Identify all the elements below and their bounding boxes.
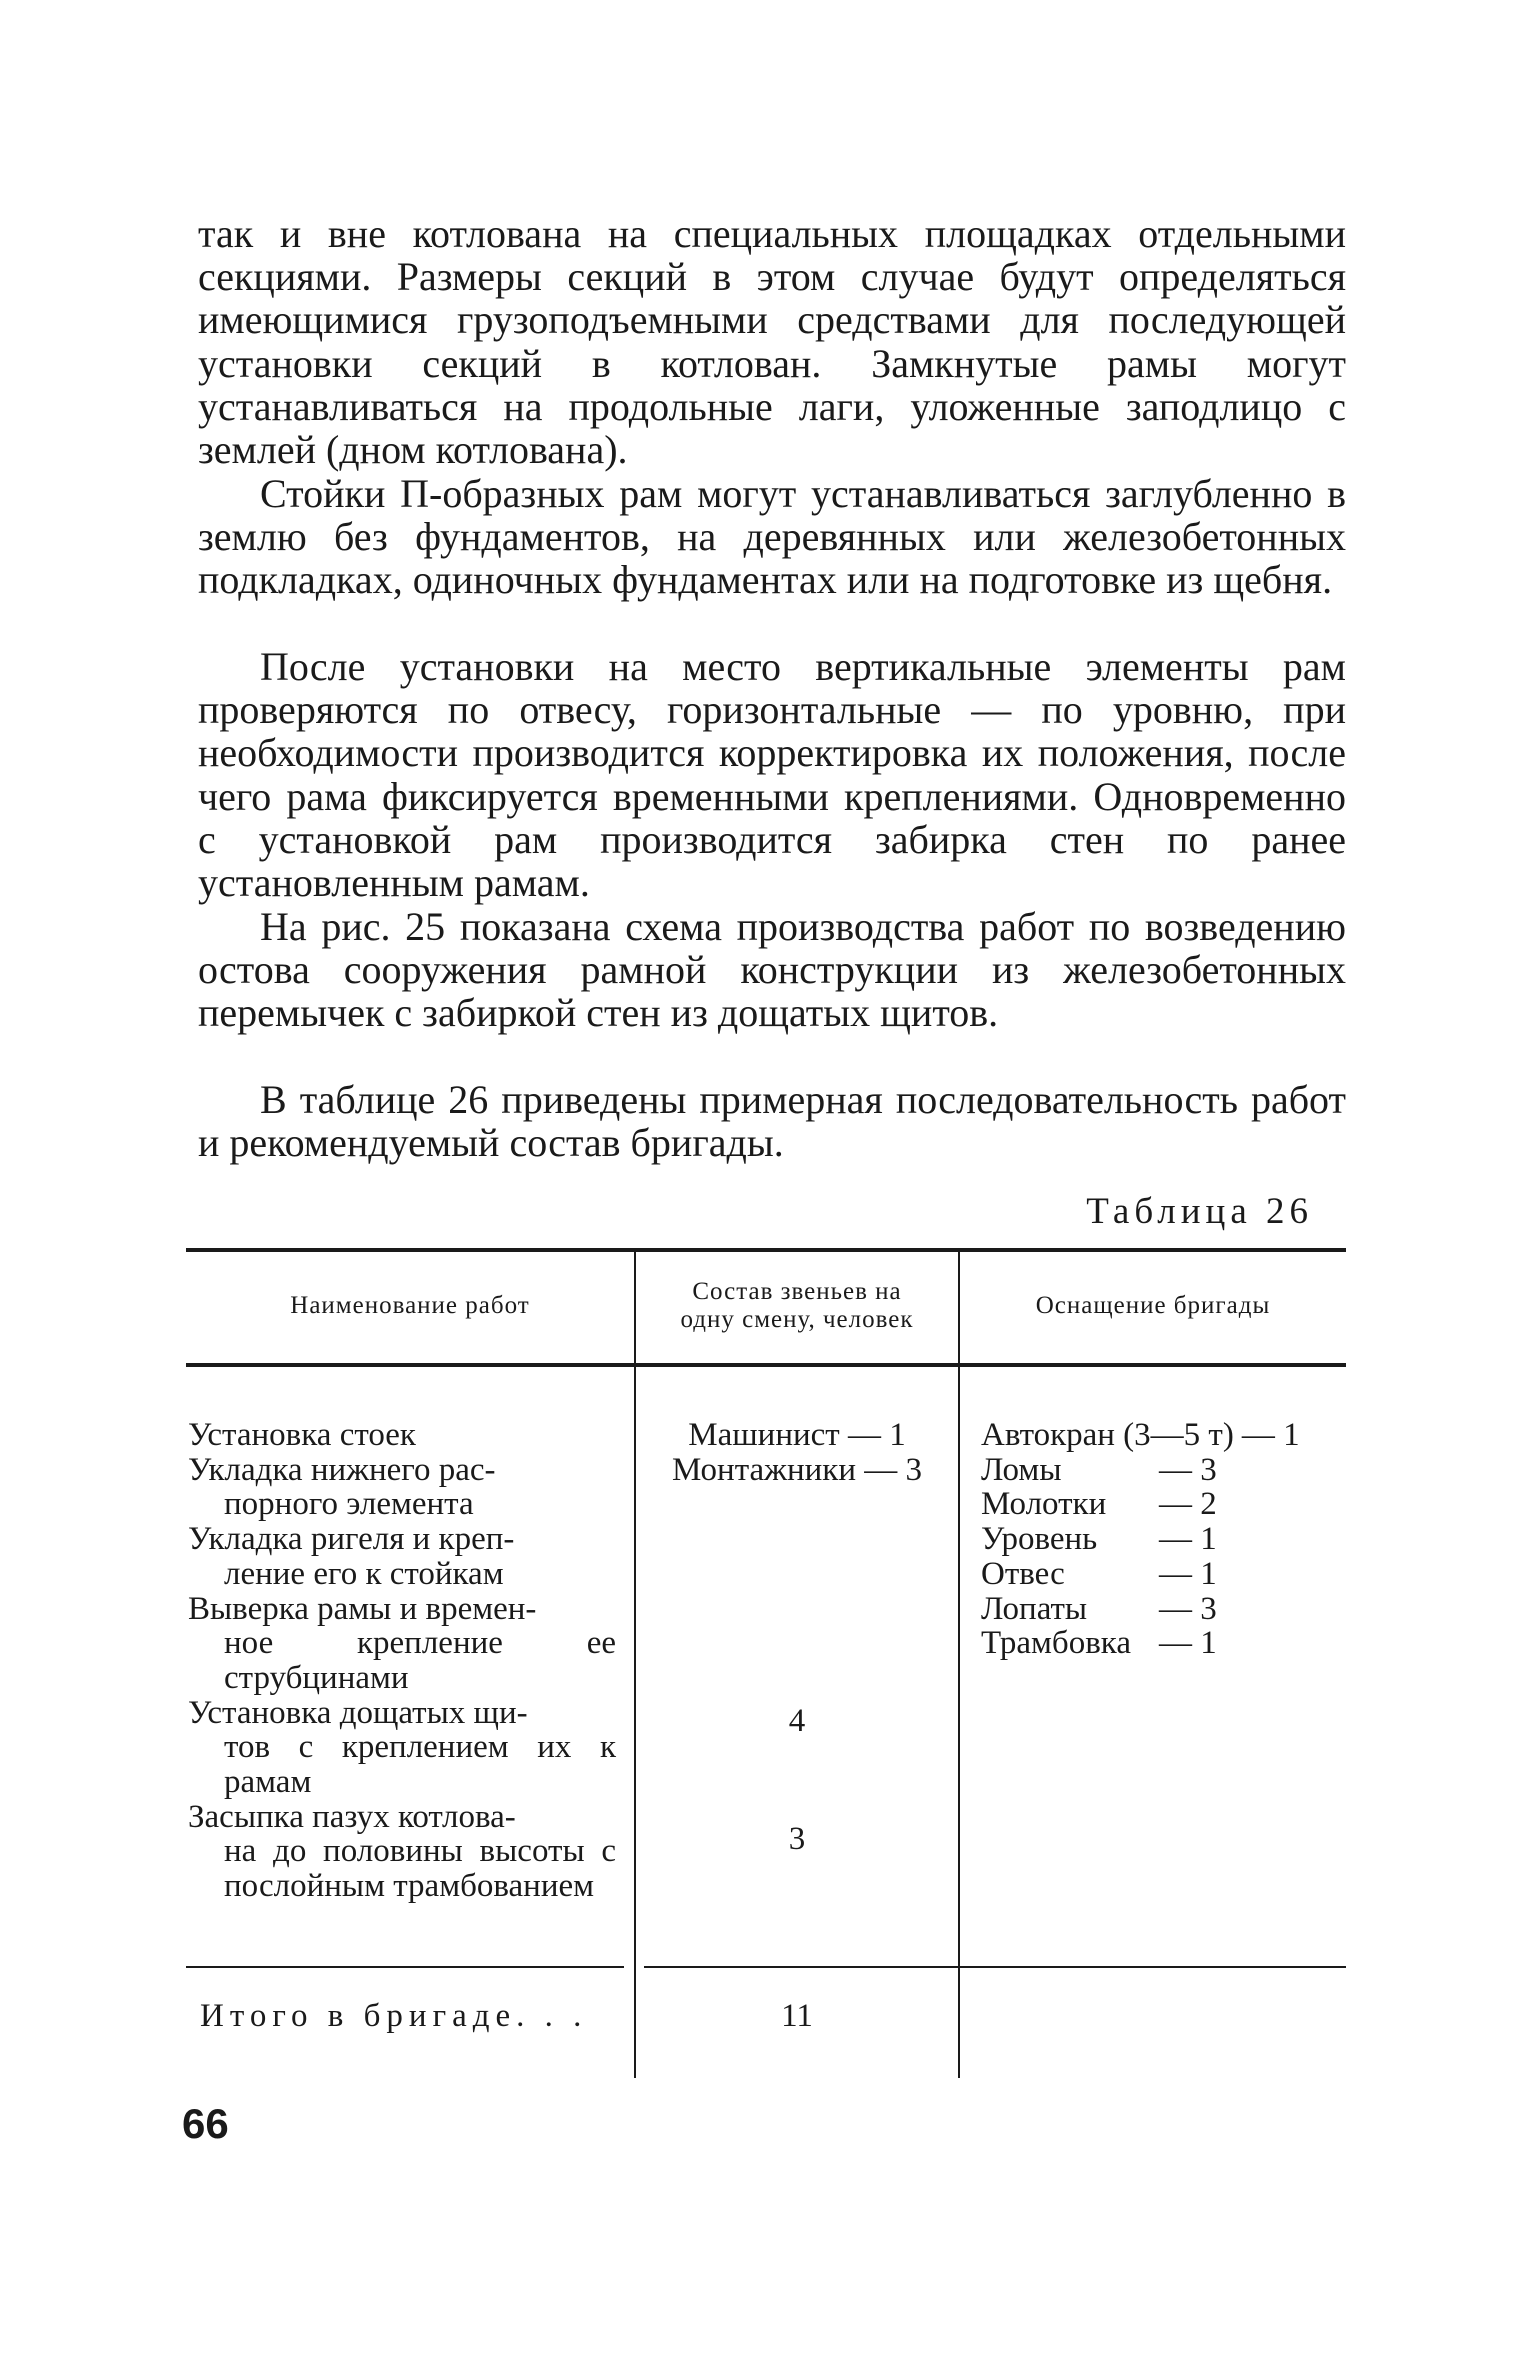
total-value: 11 xyxy=(781,1998,813,2034)
paragraph-1: так и вне котлована на специальных площадках отдельными секциями. Размеры секций в этом случае будут определяться имеющимися грузоподъемными средствами для последующей установки секций в котлован. Замкнутые рамы могут устанавливаться на продольные лаги, уложенные заподлицо с землей (дном котлована). xyxy=(198,211,1346,473)
work-item-first-line: Засыпка пазух котлова- xyxy=(188,1798,516,1835)
equipment-item xyxy=(981,1626,1346,1661)
equipment-quantity: — 3 xyxy=(1159,1590,1217,1627)
column-divider-2 xyxy=(958,1252,960,2078)
equipment-name: Молотки xyxy=(981,1486,1107,1523)
work-item-continuation: ное крепление ее струбцинами xyxy=(224,1625,616,1696)
work-item-continuation: тов с креплением их к рамам xyxy=(224,1729,616,1801)
column-divider-1 xyxy=(634,1252,636,2078)
paragraph-2: Стойки П-образных рам могут устанавливаться заглубленно в землю без фундаментов, на деревянных или железобетонных подкладках, одиночных фундаментах или на подготовке из щебня. xyxy=(198,471,1346,603)
crew-backfill-count: 3 xyxy=(788,1821,806,1857)
header-crew-line1: Состав звеньев на xyxy=(692,1278,902,1305)
equipment-name: Трамбовка xyxy=(981,1625,1131,1662)
equipment-quantity: — 1 xyxy=(1159,1555,1217,1592)
work-item xyxy=(188,1800,616,1904)
paragraph-5: В таблице 26 приведены примерная последовательность работ и рекомендуемый состав бригады. xyxy=(198,1077,1346,1166)
header-crew-line2: одну смену, человек xyxy=(680,1306,914,1333)
equipment-quantity: — 1 xyxy=(1159,1521,1217,1558)
crew-shields-count: 4 xyxy=(788,1703,806,1739)
header-bottom-rule xyxy=(186,1363,1346,1367)
work-item-first-line: Установка дощатых щи- xyxy=(188,1694,528,1731)
equipment-list xyxy=(981,1418,1346,1661)
header-crew xyxy=(636,1278,958,1334)
equipment-quantity: — 1 xyxy=(1241,1417,1300,1453)
equipment-name: Ломы xyxy=(981,1451,1062,1488)
work-item xyxy=(188,1696,616,1800)
work-item-continuation: ление его к стойкам xyxy=(224,1555,504,1592)
equipment-item xyxy=(981,1557,1346,1592)
crew-column xyxy=(636,1418,958,1487)
work-item xyxy=(188,1592,616,1696)
work-item xyxy=(188,1418,616,1453)
body-bottom-rule-right xyxy=(644,1966,1346,1968)
header-works: Наименование работ xyxy=(290,1292,530,1319)
works-column xyxy=(188,1418,616,1904)
crew-installers: Монтажники — 3 xyxy=(672,1451,922,1488)
equipment-item xyxy=(981,1592,1346,1627)
equipment-item xyxy=(981,1487,1346,1522)
equipment-quantity: — 3 xyxy=(1159,1451,1217,1488)
crew-machinist: Машинист — 1 xyxy=(688,1417,906,1453)
work-item xyxy=(188,1522,616,1591)
equipment-column xyxy=(981,1418,1346,1661)
table-top-rule xyxy=(186,1248,1346,1252)
header-equipment: Оснащение бригады xyxy=(1035,1292,1271,1319)
table-caption: Таблица 26 xyxy=(1086,1191,1313,1232)
works-list xyxy=(188,1418,616,1904)
crew-table xyxy=(186,1248,1346,2078)
equipment-item xyxy=(981,1418,1346,1453)
equipment-name: Отвес xyxy=(981,1555,1065,1592)
equipment-item xyxy=(981,1522,1346,1557)
equipment-item xyxy=(981,1453,1346,1488)
work-item-first-line: Установка стоек xyxy=(188,1417,416,1453)
equipment-name: Автокран (3—5 т) xyxy=(981,1417,1234,1453)
work-item-continuation: на до половины высоты с послойным трамбованием xyxy=(224,1833,616,1905)
page-number: 66 xyxy=(182,2100,229,2147)
paragraph-3: После установки на место вертикальные элементы рам проверяются по отвесу, горизонтальные — по уровню, при необходимости производится корректировка их положения, после чего рама фиксируется временными креплениями. Одновременно с установкой рам производится забирка стен по ранее установленным рамам. xyxy=(198,644,1346,906)
equipment-quantity: — 2 xyxy=(1159,1486,1217,1523)
work-item-first-line: Укладка ригеля и креп- xyxy=(188,1521,515,1558)
equipment-name: Лопаты xyxy=(981,1590,1088,1627)
work-item-first-line: Выверка рамы и времен- xyxy=(188,1590,537,1627)
paragraph-4: На рис. 25 показана схема производства работ по возведению остова сооружения рамной конструкции из железобетонных перемычек с забиркой стен из дощатых щитов. xyxy=(198,904,1346,1036)
equipment-name: Уровень xyxy=(981,1521,1098,1558)
work-item-first-line: Укладка нижнего рас- xyxy=(188,1451,496,1488)
body-bottom-rule-left xyxy=(186,1966,624,1968)
work-item-continuation: порного элемента xyxy=(224,1486,474,1523)
total-label: Итого в бригаде. . . xyxy=(200,1998,588,2034)
work-item xyxy=(188,1453,616,1522)
equipment-quantity: — 1 xyxy=(1159,1625,1217,1662)
